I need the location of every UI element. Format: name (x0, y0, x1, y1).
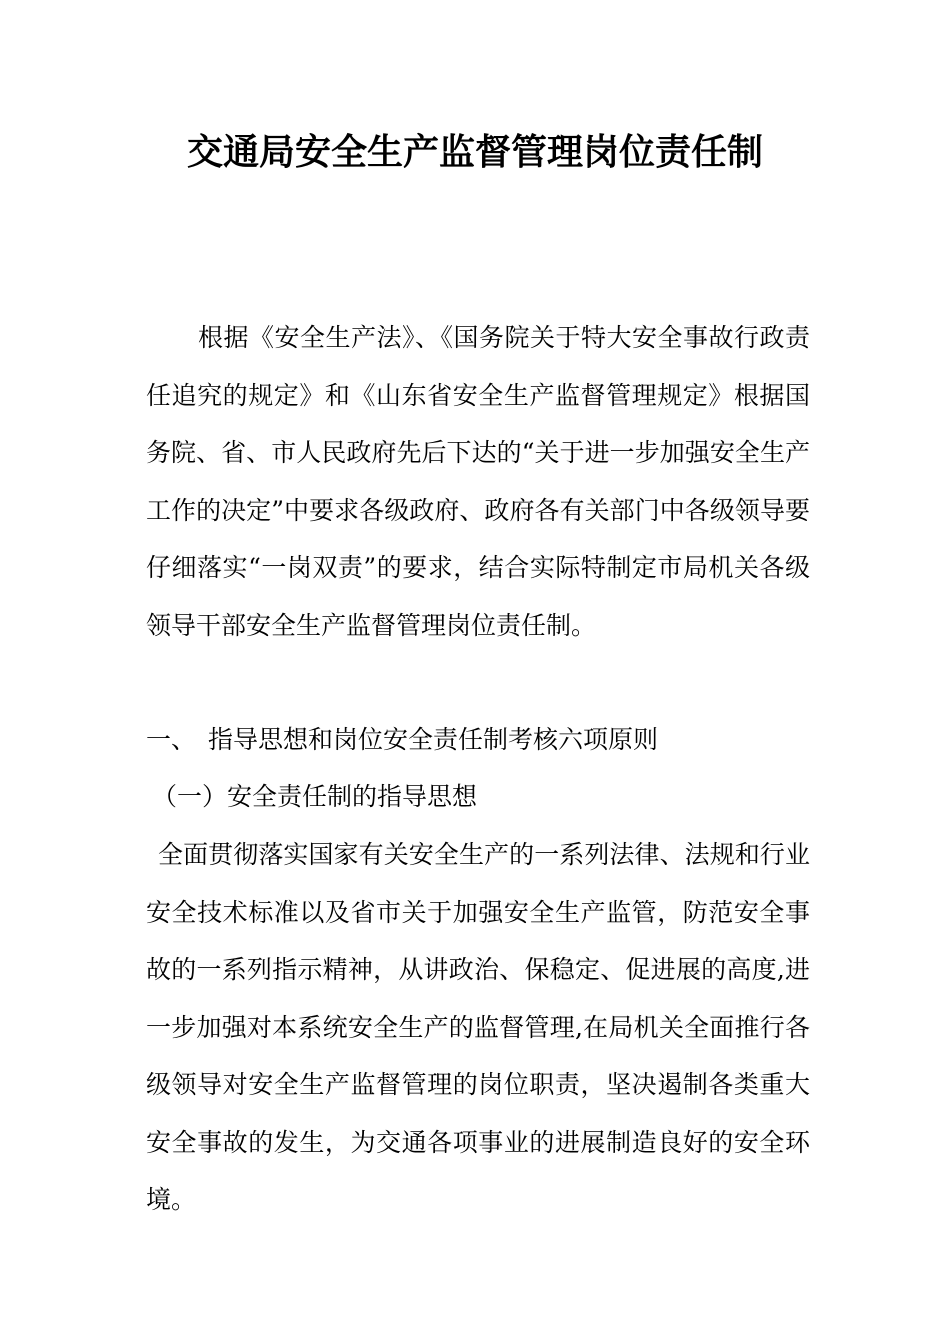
section-number: 一、 (146, 725, 197, 754)
intro-paragraph: 根据《安全生产法》、《国务院关于特大安全事故行政责任追究的规定》和《山东省安全生产监督管理规定》根据国务院、省、市人民政府先后下达的“关于进一步加强安全生产工作的决定”中要求各级政府、政府各有关部门中各级领导要仔细落实“一岗双责”的要求，结合实际特制定市局机关各级领导干部安全生产监督管理岗位责任制。 (146, 323, 810, 640)
section-title: 指导思想和岗位安全责任制考核六项原则 (208, 725, 659, 754)
section-heading (146, 711, 658, 769)
body-paragraph: 全面贯彻落实国家有关安全生产的一系列法律、法规和行业安全技术标准以及省市关于加强安全生产监管，防范安全事故的一系列指示精神，从讲政治、保稳定、促进展的高度,进一步加强对本系统安全生产的监督管理,在局机关全面推行各级领导对安全生产监督管理的岗位职责，坚决遏制各类重大安全事故的发生，为交通各项事业的进展制造良好的安全环境。 (146, 840, 810, 1214)
subsection-heading: （一）安全责任制的指导思想 (152, 782, 478, 811)
document-title: 交通局安全生产监督管理岗位责任制 (186, 131, 763, 173)
